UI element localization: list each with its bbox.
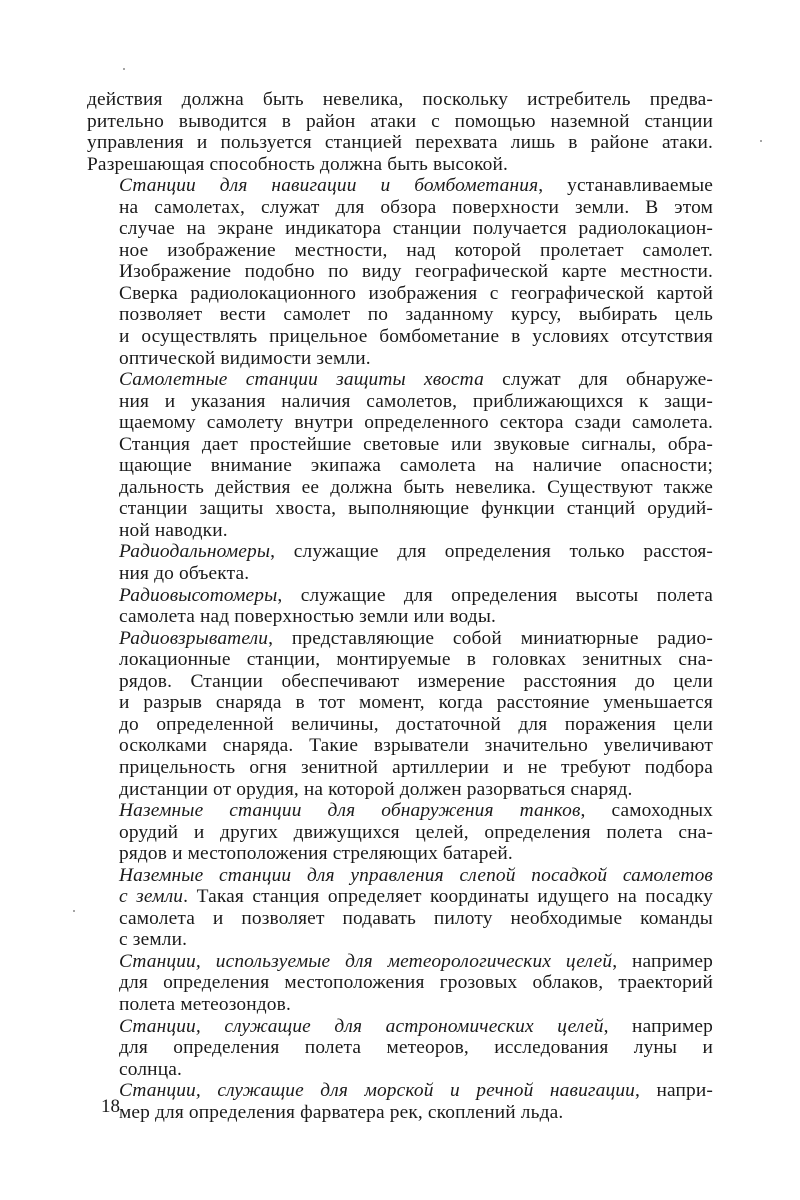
text-run: дальность действия ее должна быть невелика. Существуют также [119, 476, 713, 498]
text-line [87, 304, 713, 326]
text-line [87, 822, 713, 844]
text-line [87, 585, 713, 607]
italic-term: Наземные станции для управления слепой посадкой самолетов [119, 864, 713, 886]
text-run: , служащие для определения только расстоя- [270, 541, 713, 563]
text-line [87, 175, 713, 197]
text-run: , например [612, 950, 713, 972]
paragraph [87, 1016, 713, 1081]
text-run: , служащие для определения высоты полета [277, 584, 713, 606]
italic-term: Радиодальномеры [119, 541, 271, 563]
scan-speck [73, 910, 75, 912]
text-run: ное изображение местности, над которой пролетает самолет. [119, 239, 713, 261]
text-line [87, 132, 713, 154]
text-run: служат для обнаруже- [483, 369, 713, 391]
text-run: Сверка радиолокационного изображения с географической картой [119, 282, 713, 304]
text-line [87, 369, 713, 391]
text-line [87, 197, 713, 219]
text-run: рядов. Станции обеспечивают измерение расстояния до цели [119, 670, 713, 692]
text-run: для определения местоположения грозовых облаков, траекторий [119, 972, 713, 994]
text-run: дистанции от орудия, на которой должен разорваться снаряд. [119, 778, 633, 800]
text-run: на самолетах, служат для обзора поверхности земли. В этом [119, 196, 713, 218]
italic-term: с земли [119, 886, 184, 908]
paragraph [87, 175, 713, 369]
text-run: случае на экране индикатора станции получается радиолокацион- [119, 218, 713, 240]
paragraph [87, 541, 713, 584]
text-run: прицельность огня зенитной артиллерии и не требуют подбора [119, 756, 713, 778]
text-line [87, 434, 713, 456]
italic-term: Радиовзрыватели [119, 627, 269, 649]
paragraph [87, 951, 713, 1016]
scan-speck [760, 140, 762, 142]
text-run: орудий и других движущихся целей, определения полета сна- [119, 821, 713, 843]
text-run: самолета над поверхностью земли или воды. [119, 606, 496, 628]
text-run: с земли. [119, 929, 188, 951]
page-number: 18 [101, 1096, 120, 1117]
text-run: , например [603, 1015, 713, 1037]
paragraph [87, 369, 713, 541]
text-run: . Такая станция определяет координаты идущего на посадку [183, 886, 714, 908]
text-run: локационные станции, монтируемые в головках зенитных сна- [119, 649, 713, 671]
text-line [87, 1016, 713, 1038]
paragraph [87, 800, 713, 865]
text-run: , напри- [635, 1080, 714, 1102]
text-line [87, 541, 713, 563]
text-line [87, 391, 713, 413]
text-run: рительно выводится в район атаки с помощью наземной станции [87, 110, 713, 132]
paragraph [87, 865, 713, 951]
italic-term: Наземные станции для обнаружения танков [119, 800, 581, 822]
text-line [87, 886, 713, 908]
text-line [87, 843, 713, 865]
text-line [87, 154, 713, 176]
text-line [87, 649, 713, 671]
text-run: управления и пользуется станцией перехвата лишь в районе атаки. [87, 132, 713, 154]
text-line [87, 951, 713, 973]
text-run: полета метеозондов. [119, 993, 291, 1015]
italic-term: используемые для метеорологических целей [215, 950, 613, 972]
text-line [87, 563, 713, 585]
text-run: Изображение подобно по виду географической карте местности. [119, 261, 713, 283]
text-line [87, 498, 713, 520]
text-line [87, 757, 713, 779]
text-line [87, 779, 713, 801]
text-run: самолета и позволяет подавать пилоту необходимые команды [119, 907, 713, 929]
scan-speck [123, 68, 125, 70]
text-run: ния и указания наличия самолетов, приближающихся к защи- [119, 390, 713, 412]
text-line [87, 261, 713, 283]
text-line [87, 1102, 713, 1124]
text-line [87, 240, 713, 262]
text-run: щающие внимание экипажа самолета на наличие опасности; [119, 455, 713, 477]
text-run: до определенной величины, достаточной для поражения цели [119, 713, 713, 735]
italic-term: Станции для навигации и бомбометания [119, 175, 539, 197]
text-line [87, 714, 713, 736]
text-run: ния до объекта. [119, 563, 250, 585]
text-run: щаемому самолету внутри определенного сектора сзади самолета. [119, 412, 713, 434]
text-run: , представляющие собой миниатюрные радио- [268, 627, 713, 649]
page-body [87, 89, 713, 1123]
italic-term: Радиовысотомеры [119, 584, 278, 606]
text-run: солнца. [119, 1058, 182, 1080]
text-line [87, 1059, 713, 1081]
paragraph [87, 628, 713, 800]
text-line [87, 994, 713, 1016]
text-line [87, 89, 713, 111]
paragraph [87, 1080, 713, 1123]
italic-term: Станции, служащие для морской и речной навигации [119, 1080, 636, 1102]
text-run: осколками снаряда. Такие взрыватели значительно увеличивают [119, 735, 713, 757]
text-run: ной наводки. [119, 519, 228, 541]
text-run: и осуществлять прицельное бомбометание в условиях отсутствия [119, 326, 713, 348]
text-line [87, 455, 713, 477]
text-line [87, 283, 713, 305]
text-line [87, 692, 713, 714]
italic-term: Станции, [119, 950, 216, 972]
text-line [87, 671, 713, 693]
text-line [87, 477, 713, 499]
text-run: Станция дает простейшие световые или звуковые сигналы, обра- [119, 433, 713, 455]
text-line [87, 606, 713, 628]
text-line [87, 908, 713, 930]
text-line [87, 326, 713, 348]
text-run: для определения полета метеоров, исследования луны и [119, 1037, 713, 1059]
paragraph [87, 585, 713, 628]
text-line [87, 800, 713, 822]
text-line [87, 520, 713, 542]
italic-term: Станции, служащие для астрономических целей [119, 1015, 604, 1037]
text-line [87, 972, 713, 994]
text-line [87, 412, 713, 434]
text-run: мер для определения фарватера рек, скоплений льда. [119, 1101, 564, 1123]
text-run: , устанавливаемые [538, 175, 714, 197]
italic-term: Самолетные станции защиты хвоста [119, 369, 484, 391]
text-line [87, 111, 713, 133]
text-line [87, 218, 713, 240]
text-run: , самоходных [580, 800, 713, 822]
text-run: рядов и местоположения стреляющих батарей. [119, 843, 513, 865]
text-run: станции защиты хвоста, выполняющие функции станций орудий- [119, 498, 713, 520]
text-line [87, 1080, 713, 1102]
text-run: оптической видимости земли. [119, 347, 371, 369]
text-run: и разрыв снаряда в тот момент, когда расстояние уменьшается [119, 692, 713, 714]
text-line [87, 348, 713, 370]
text-line [87, 929, 713, 951]
text-run: Разрешающая способность должна быть высокой. [87, 153, 509, 175]
text-line [87, 735, 713, 757]
text-line [87, 628, 713, 650]
text-line [87, 1037, 713, 1059]
paragraph [87, 89, 713, 175]
text-run: действия должна быть невелика, поскольку истребитель предва- [87, 89, 713, 110]
text-line [87, 865, 713, 887]
text-run: позволяет вести самолет по заданному курсу, выбирать цель [119, 304, 713, 326]
